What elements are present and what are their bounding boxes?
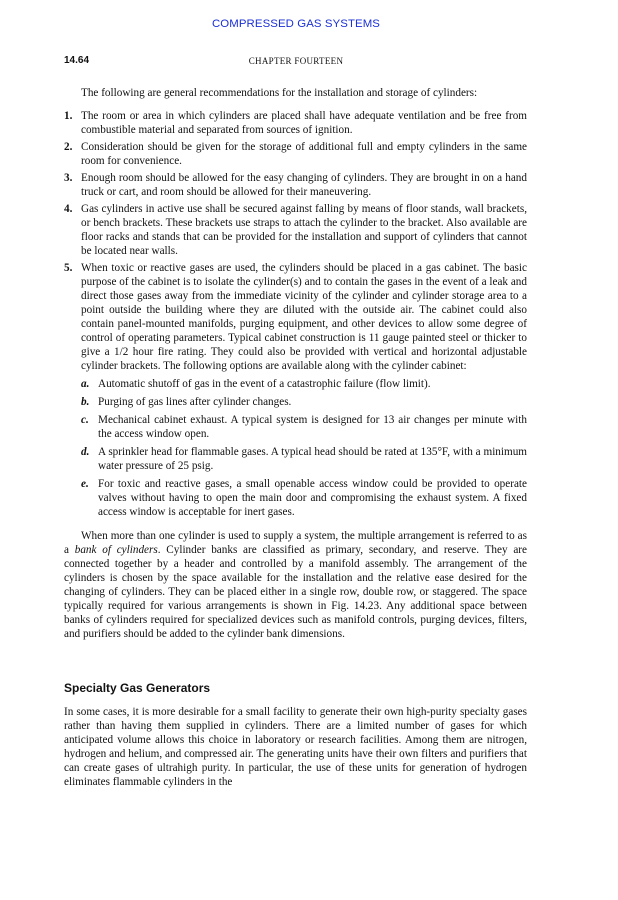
italic-term: bank of cylinders	[74, 544, 158, 556]
chapter-label: CHAPTER FOURTEEN	[248, 56, 344, 66]
running-title: COMPRESSED GAS SYSTEMS	[211, 18, 381, 30]
paragraph-text: . Cylinder banks are classified as primary, secondary, and reserve. They are connected together by a header and controlled by a manifold assembly. The arrangement of the cylinders is chosen by the space available for the installation and the relative ease desired for the changing of cylinders. They can be placed either in a single row, double row, or staggered. The space typically required for various arrangements is shown in Fig. 14.23. Any additional space between banks of cylinders required for specialized devices such as manifold controls, purging devices, filters, and purifiers should be added to the cylinder bank dimensions.	[64, 544, 527, 640]
list-item-text: Gas cylinders in active use shall be secured against falling by means of floor stands, wall brackets, or bench brackets. These brackets use straps to attach the cylinder to the bracket. Also available are floor racks and stands that can be provided for the installation and support of cylinders that cannot be located near walls.	[81, 203, 527, 257]
sub-list-item-text: Mechanical cabinet exhaust. A typical system is designed for 13 air changes per minute with the access window open.	[98, 414, 527, 440]
list-number: 3.	[64, 172, 73, 184]
list-number: 1.	[64, 110, 73, 122]
cylinder-bank-paragraph	[64, 529, 527, 641]
cabinet-options-list	[81, 377, 527, 519]
sub-list-item	[81, 413, 527, 441]
page-number: 14.64	[64, 55, 90, 66]
sub-list-item-text: Purging of gas lines after cylinder changes.	[98, 396, 292, 408]
intro-paragraph: The following are general recommendations for the installation and storage of cylinders:	[81, 87, 478, 99]
sub-list-item	[81, 395, 527, 409]
list-item	[64, 202, 527, 258]
section-body-paragraph: In some cases, it is more desirable for a small facility to generate their own high-purity specialty gases rather than having them supplied in cylinders. There are a limited number of gases for which anticipated volume allows this choice in laboratory or research facilities. Among them are nitrogen, hydrogen and helium, and compressed air. The generating units have their own filters and purifiers that can create gases of ultrahigh purity. In particular, the use of these units for generation of hydrogen eliminates flammable cylinders in the	[64, 706, 527, 788]
recommendations-list	[64, 109, 527, 519]
sub-list-item	[81, 477, 527, 519]
section-heading: Specialty Gas Generators	[64, 681, 211, 695]
sub-list-item-text: A sprinkler head for flammable gases. A typical head should be rated at 135°F, with a minimum water pressure of 25 psig.	[98, 446, 527, 472]
list-item-text: When toxic or reactive gases are used, the cylinders should be placed in a gas cabinet. The basic purpose of the cabinet is to isolate the cylinder(s) and to contain the gases in the event of a leak and direct those gases away from the immediate vicinity of the cylinder and cylinder storage area to a point outside the building where they are diluted with the outside air. The cabinet could also contain panel-mounted manifolds, purging equipment, and other devices to allow some degree of control of operating parameters. Typical cabinet construction is 11 gauge painted steel or thicker to give a 1/2 hour fire rating. They could also be provided with vertical and horizontal adjustable cylinder brackets. The following options are available along with the cylinder cabinet:	[81, 262, 527, 372]
sub-list-letter: a.	[81, 378, 90, 390]
list-item-text: Consideration should be given for the storage of additional full and empty cylinders in the same room for convenience.	[81, 141, 527, 167]
list-number: 4.	[64, 203, 73, 215]
sub-list-item-text: Automatic shutoff of gas in the event of a catastrophic failure (flow limit).	[98, 378, 431, 390]
list-number: 5.	[64, 262, 73, 274]
sub-list-item	[81, 377, 527, 391]
paragraph-text: When more than one cylinder is used to supply a system, the multiple arrangement is referred to as a	[64, 530, 527, 556]
list-item-text: The room or area in which cylinders are placed shall have adequate ventilation and be free from combustible material and separated from sources of ignition.	[81, 110, 527, 136]
list-item	[64, 171, 527, 199]
page-body	[64, 86, 527, 789]
sub-list-letter: d.	[81, 446, 90, 458]
sub-list-item-text: For toxic and reactive gases, a small openable access window could be provided to operate valves without having to open the main door and compromising the exhaust system. A fixed access window is acceptable for inert gases.	[98, 478, 527, 518]
sub-list-letter: b.	[81, 396, 90, 408]
sub-list-letter: c.	[81, 414, 89, 426]
list-item	[64, 109, 527, 137]
list-item-text: Enough room should be allowed for the easy changing of cylinders. They are brought in on a hand truck or cart, and room should be allowed for their maneuvering.	[81, 172, 527, 198]
list-item	[64, 261, 527, 519]
sub-list-letter: e.	[81, 478, 89, 490]
sub-list-item	[81, 445, 527, 473]
list-item	[64, 140, 527, 168]
list-number: 2.	[64, 141, 73, 153]
